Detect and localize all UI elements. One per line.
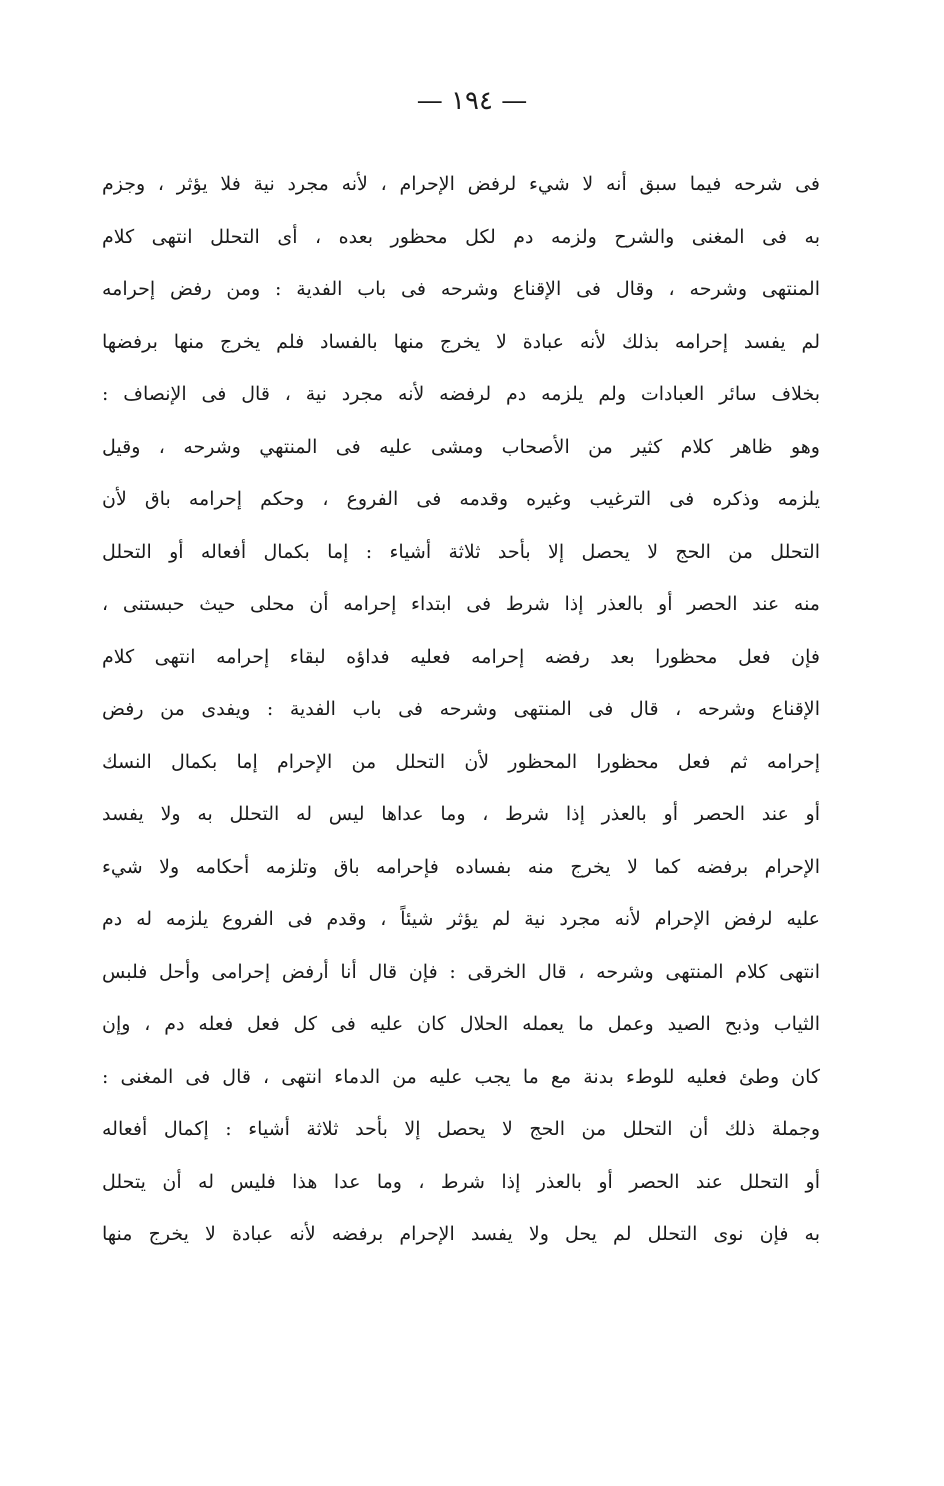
body-text <box>102 158 820 1261</box>
text-line: الإحرام برفضه كما لا يخرج منه بفساده فإحرامه باق وتلزمه أحكامه ولا شيء <box>102 855 820 878</box>
text-line: به فإن نوى التحلل لم يحل ولا يفسد الإحرام برفضه لأنه عبادة لا يخرج منها <box>102 1223 820 1245</box>
text-line: أو عند الحصر أو بالعذر إذا شرط ، وما عداها ليس له التحلل به ولا يفسد <box>102 803 820 825</box>
text-line: التحلل من الحج لا يحصل إلا بأحد ثلاثة أشياء : إما بكمال أفعاله أو التحلل <box>102 540 820 563</box>
text-line: كان وطئ فعليه للوطء بدنة مع ما يجب عليه من الدماء انتهى ، قال فى المغنى : <box>102 1065 820 1088</box>
text-line: فى شرحه فيما سبق أنه لا شيء لرفض الإحرام ، لأنه مجرد نية فلا يؤثر ، وجزم <box>102 173 820 195</box>
text-line: أو التحلل عند الحصر أو بالعذر إذا شرط ، وما عدا هذا فليس له أن يتحلل <box>102 1170 820 1193</box>
text-line: عليه لرفض الإحرام لأنه مجرد نية لم يؤثر شيئاً ، وقدم فى الفروع يلزمه له دم <box>102 908 820 930</box>
text-line: انتهى كلام المنتهى وشرحه ، قال الخرقى : فإن قال أنا أرفض إحرامى وأحل فلبس <box>102 960 820 983</box>
text-line: يلزمه وذكره فى الترغيب وغيره وقدمه فى الفروع ، وحكم إحرامه باق لأن <box>102 488 820 510</box>
text-line: الإقناع وشرحه ، قال فى المنتهى وشرحه فى باب الفدية : ويفدى من رفض <box>102 698 820 720</box>
text-line: به فى المغنى والشرح ولزمه دم لكل محظور بعده ، أى التحلل انتهى كلام <box>102 225 820 248</box>
page-number: — ١٩٤ — <box>416 86 528 116</box>
text-line: فإن فعل محظورا بعد رفضه إحرامه فعليه فداؤه لبقاء إحرامه انتهى كلام <box>102 645 820 668</box>
text-line: منه عند الحصر أو بالعذر إذا شرط فى ابتداء إحرامه أن محلى حيث حبستنى ، <box>102 593 820 615</box>
text-line: إحرامه ثم فعل محظورا المحظور لأن التحلل من الإحرام إما بكمال النسك <box>102 750 820 773</box>
text-line: الثياب وذبح الصيد وعمل ما يعمله الحلال كان عليه فى كل فعل فعله دم ، وإن <box>102 1013 820 1035</box>
text-line: وهو ظاهر كلام كثير من الأصحاب ومشى عليه فى المنتهي وشرحه ، وقيل <box>102 435 820 458</box>
text-line: المنتهى وشرحه ، وقال فى الإقناع وشرحه فى باب الفدية : ومن رفض إحرامه <box>102 278 820 300</box>
text-line: وجملة ذلك أن التحلل من الحج لا يحصل إلا بأحد ثلاثة أشياء : إكمال أفعاله <box>102 1118 820 1140</box>
text-line: بخلاف سائر العبادات ولم يلزمه دم لرفضه لأنه مجرد نية ، قال فى الإنصاف : <box>102 383 820 405</box>
text-line: لم يفسد إحرامه بذلك لأنه عبادة لا يخرج منها بالفساد فلم يخرج منها برفضها <box>102 330 820 353</box>
